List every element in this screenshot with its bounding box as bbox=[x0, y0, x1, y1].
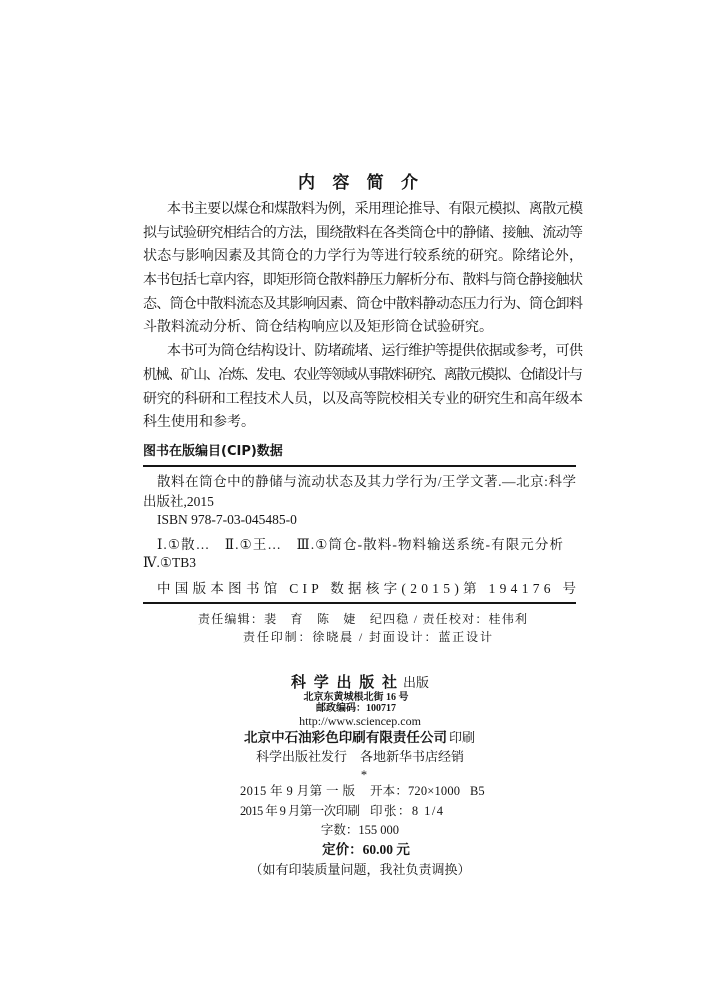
printer-suffix: 印刷 bbox=[449, 730, 476, 745]
summary-line: 本书可为筒仓结构设计、防堵疏堵、运行维护等提供依据或参考，可供 bbox=[167, 344, 583, 360]
cip-subject-line: Ⅳ.①TB3 bbox=[143, 555, 196, 570]
publisher-address: 北京东黄城根北街 16 号 bbox=[303, 692, 409, 703]
word-count: 字数：155 000 bbox=[320, 823, 400, 837]
cip-isbn: ISBN 978-7-03-045485-0 bbox=[157, 512, 297, 527]
cip-heading: 图书在版编目(CIP)数据 bbox=[143, 444, 283, 459]
cip-number: 中国版本图书馆 CIP 数据核字(2015)第 194176 号 bbox=[157, 581, 581, 596]
summary-title: 内 容 简 介 bbox=[298, 173, 424, 193]
publisher-name: 科学出版社 bbox=[291, 675, 405, 691]
distribution-line: 科学出版社发行 各地新华书店经销 bbox=[255, 749, 464, 764]
quality-notice: （如有印装质量问题，我社负责调换） bbox=[249, 862, 471, 877]
cip-title-line: 出版社,2015 bbox=[143, 494, 214, 509]
publisher-website: http://www.sciencep.com bbox=[299, 714, 421, 728]
summary-line: 科生使用和参考。 bbox=[143, 415, 255, 431]
printing-line: 2015 年 9 月第一次印刷 bbox=[240, 804, 360, 818]
credits-line: 责任印制：徐晓晨 / 封面设计：蓝正设计 bbox=[243, 630, 494, 644]
summary-line: 机械、矿山、冶炼、发电、农业等领域从事散料研究、离散元模拟、仓储设计与 bbox=[143, 367, 582, 383]
summary-line: 状态与影响因素及其筒仓的力学行为等进行较系统的研究。除绪论外， bbox=[143, 249, 584, 265]
format-line: 开本：720×1000 bbox=[370, 784, 461, 798]
summary-paragraph bbox=[143, 340, 583, 435]
summary-line: 态、筒仓中散料流态及其影响因素、筒仓中散料静动态压力行为、筒仓卸料 bbox=[143, 296, 583, 312]
credits-line: 责任编辑：裴 育 陈 婕 纪四稳 / 责任校对：桂伟利 bbox=[198, 612, 529, 626]
publisher-suffix: 出版 bbox=[403, 675, 430, 690]
summary-body bbox=[143, 198, 583, 435]
separator-asterisk: * bbox=[360, 768, 368, 782]
format-size: B5 bbox=[470, 784, 485, 798]
summary-line: 本书包括七章内容，即矩形筒仓散料静压力解析分布、散料与筒仓静接触状 bbox=[143, 273, 583, 289]
edition-line: 2015 年 9 月第 一 版 bbox=[240, 784, 356, 798]
summary-line: 研究的科研和工程技术人员，以及高等院校相关专业的研究生和高年级本 bbox=[143, 391, 583, 407]
cip-top-rule bbox=[143, 465, 576, 467]
cip-bottom-rule bbox=[143, 602, 576, 604]
printer-name: 北京中石油彩色印刷有限责任公司 bbox=[244, 730, 448, 745]
publisher-postcode: 邮政编码：100717 bbox=[316, 703, 396, 714]
sheets-line: 印张：8 1/4 bbox=[370, 804, 445, 818]
summary-line: 拟与试验研究相结合的方法，围绕散料在各类筒仓中的静储、接触、流动等 bbox=[143, 225, 583, 241]
summary-line: 本书主要以煤仓和煤散料为例，采用理论推导、有限元模拟、离散元模 bbox=[167, 202, 583, 217]
cip-subject-line: Ⅰ.①散… Ⅱ.①王… Ⅲ.①筒仓-散料-物料输送系统-有限元分析 bbox=[157, 537, 565, 552]
cip-title-line: 散料在筒仓中的静储与流动状态及其力学行为/王学文著.—北京:科学 bbox=[157, 474, 577, 489]
summary-paragraph bbox=[143, 198, 583, 340]
price: 定价：60.00 元 bbox=[322, 842, 410, 857]
summary-line: 斗散料流动分析、筒仓结构响应以及矩形筒仓试验研究。 bbox=[143, 320, 493, 336]
